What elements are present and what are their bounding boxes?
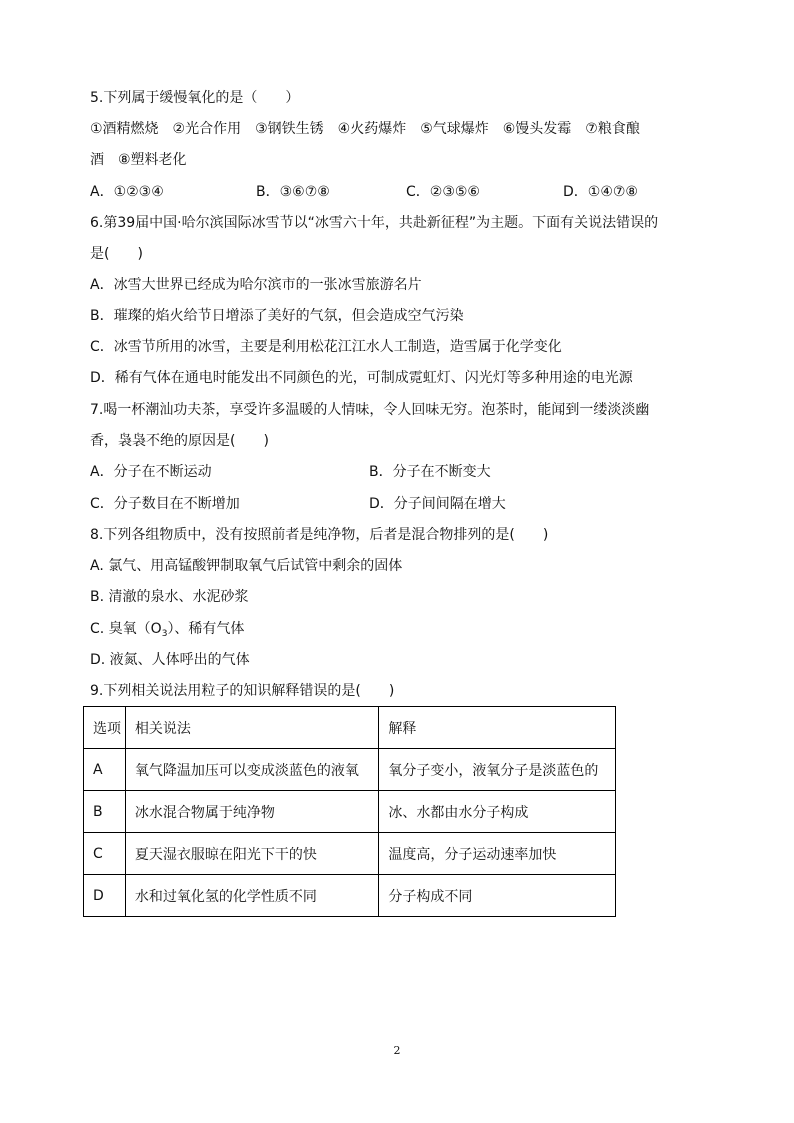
- q6-stem-line2: 是( ): [90, 246, 143, 262]
- q6-option-d: D．稀有气体在通电时能发出不同颜色的光，可制成霓虹灯、闪光灯等多种用途的电光源: [90, 370, 633, 386]
- table-cell: 温度高，分子运动速率加快: [379, 833, 616, 875]
- q5-items-line1: ①酒精燃烧 ②光合作用 ③钢铁生锈 ④火药爆炸 ⑤气球爆炸 ⑥馒头发霉 ⑦粮食酿: [90, 121, 640, 137]
- table-cell: 分子构成不同: [379, 875, 616, 917]
- q8-option-c-subscript: 3: [161, 629, 168, 639]
- table-row: [84, 749, 616, 791]
- q9-stem: 9.下列相关说法用粒子的知识解释错误的是( ): [90, 683, 395, 699]
- q5-option-b: B．③⑥⑦⑧: [256, 184, 330, 200]
- table-cell: D: [84, 875, 126, 917]
- page-number: 2: [393, 1044, 401, 1057]
- q7-option-c: C．分子数目在不断增加: [90, 496, 240, 512]
- q6-option-b: B．璀璨的焰火给节日增添了美好的气氛，但会造成空气污染: [90, 308, 464, 324]
- table-cell: 水和过氧化氢的化学性质不同: [125, 875, 379, 917]
- table-header-cell: 相关说法: [125, 707, 379, 749]
- q8-stem: 8.下列各组物质中，没有按照前者是纯净物，后者是混合物排列的是( ): [90, 527, 549, 543]
- table-cell: B: [84, 791, 126, 833]
- q8-option-a: A. 氯气、用高锰酸钾制取氧气后试管中剩余的固体: [90, 558, 403, 574]
- q7-option-d: D．分子间间隔在增大: [369, 496, 506, 512]
- q5-option-d: D．①④⑦⑧: [563, 184, 638, 200]
- q7-stem-line2: 香，袅袅不绝的原因是( ): [90, 433, 269, 449]
- table-row: [84, 791, 616, 833]
- table-cell: 冰、水都由水分子构成: [379, 791, 616, 833]
- q7-stem-line1: 7.喝一杯潮汕功夫茶，享受许多温暖的人情味，令人回味无穷。泡茶时，能闻到一缕淡淡幽: [90, 402, 650, 418]
- table-header-row: [84, 707, 616, 749]
- table-header-cell: 解释: [379, 707, 616, 749]
- q6-stem-line1: 6.第39届中国·哈尔滨国际冰雪节以“冰雪六十年，共赴新征程”为主题。下面有关说法错误的: [90, 215, 659, 231]
- q5-option-c: C．②③⑤⑥: [406, 184, 480, 200]
- q8-option-d: D. 液氮、人体呼出的气体: [90, 652, 250, 668]
- table-cell: A: [84, 749, 126, 791]
- table-cell: 冰水混合物属于纯净物: [125, 791, 379, 833]
- q5-option-a: A．①②③④: [90, 184, 164, 200]
- q8-option-c: [90, 619, 244, 644]
- q7-option-a: A．分子在不断运动: [90, 464, 212, 480]
- q9-table: [83, 706, 616, 917]
- table-cell: 氧气降温加压可以变成淡蓝色的液氧: [125, 749, 379, 791]
- table-cell: 夏天湿衣服晾在阳光下干的快: [125, 833, 379, 875]
- table-cell: C: [84, 833, 126, 875]
- q5-stem: 5.下列属于缓慢氧化的是（ ）: [90, 90, 300, 106]
- table-header-cell: 选项: [84, 707, 126, 749]
- q6-option-a: A．冰雪大世界已经成为哈尔滨市的一张冰雪旅游名片: [90, 277, 422, 293]
- table-row: [84, 833, 616, 875]
- q8-option-c-pre: C. 臭氧（O: [90, 621, 162, 637]
- q7-option-b: B．分子在不断变大: [369, 464, 491, 480]
- q8-option-b: B. 清澈的泉水、水泥砂浆: [90, 589, 249, 605]
- q8-option-c-post: ）、稀有气体: [167, 621, 245, 637]
- table-cell: 氧分子变小，液氧分子是淡蓝色的: [379, 749, 616, 791]
- table-row: [84, 875, 616, 917]
- q6-option-c: C．冰雪节所用的冰雪，主要是利用松花江江水人工制造，造雪属于化学变化: [90, 339, 562, 355]
- q5-items-line2: 酒 ⑧塑料老化: [90, 152, 187, 168]
